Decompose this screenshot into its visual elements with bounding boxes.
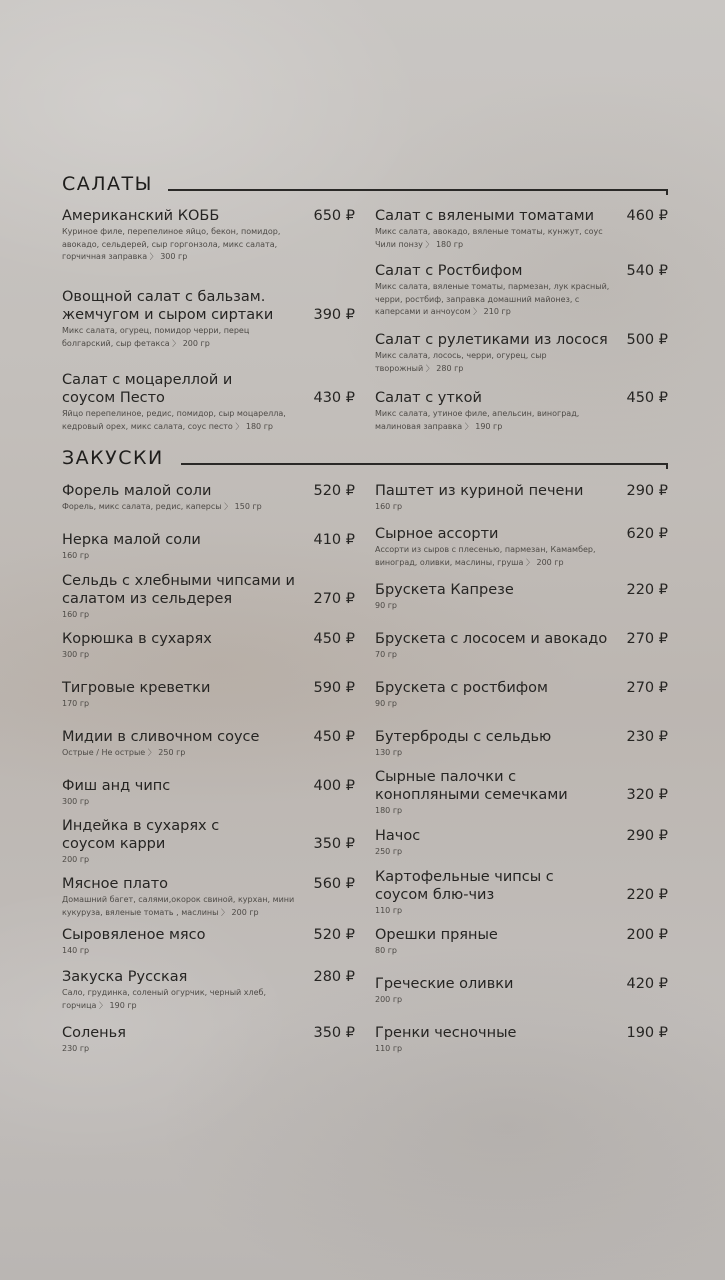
item-price: 540 ₽ bbox=[626, 263, 668, 279]
item-name: Салат с уткой bbox=[375, 390, 482, 406]
item-price: 230 ₽ bbox=[626, 729, 668, 745]
item-name: Начос bbox=[375, 828, 421, 844]
menu-item bbox=[62, 531, 355, 563]
item-name: Салат с моцареллой и соусом Песто bbox=[62, 372, 233, 406]
section-divider bbox=[168, 189, 668, 191]
item-price: 450 ₽ bbox=[313, 631, 355, 647]
item-description: 160 гр bbox=[62, 551, 90, 560]
section-divider-tick bbox=[666, 463, 668, 469]
item-price: 520 ₽ bbox=[313, 927, 355, 943]
item-name: Соленья bbox=[62, 1025, 126, 1041]
menu-item bbox=[375, 482, 668, 514]
item-description: Острые / Не острые 〉 250 гр bbox=[62, 748, 186, 757]
item-description: 140 гр bbox=[62, 946, 90, 955]
item-name: Американский КОББ bbox=[62, 208, 220, 224]
menu-item bbox=[375, 728, 668, 760]
menu-item bbox=[62, 777, 355, 809]
item-name: Брускета Капрезе bbox=[375, 582, 514, 598]
item-price: 200 ₽ bbox=[626, 927, 668, 943]
section-divider bbox=[181, 463, 668, 465]
item-name: Гренки чесночные bbox=[375, 1025, 517, 1041]
item-name: Брускета с ростбифом bbox=[375, 680, 548, 696]
item-name: Салат с Ростбифом bbox=[375, 263, 523, 279]
menu-item bbox=[62, 875, 355, 919]
menu-item bbox=[375, 331, 668, 375]
item-description: 90 гр bbox=[375, 699, 398, 708]
menu-item bbox=[62, 482, 355, 514]
item-price: 270 ₽ bbox=[313, 591, 355, 607]
menu-item bbox=[375, 926, 668, 958]
item-description: Микс салата, лосось, черри, огурец, сыр творожный 〉 280 гр bbox=[375, 351, 547, 373]
item-price: 410 ₽ bbox=[313, 532, 355, 548]
item-price: 520 ₽ bbox=[313, 483, 355, 499]
item-description: 110 гр bbox=[375, 1044, 403, 1053]
item-description: Куриное филе, перепелиное яйцо, бекон, помидор, авокадо, сельдерей, сыр горгонзола, микс салата, горчичная заправка 〉 300 гр bbox=[62, 227, 281, 261]
item-description: 230 гр bbox=[62, 1044, 90, 1053]
menu-item bbox=[375, 679, 668, 711]
menu-item bbox=[62, 968, 355, 1012]
menu-item bbox=[62, 679, 355, 711]
item-name: Греческие оливки bbox=[375, 976, 514, 992]
item-price: 290 ₽ bbox=[626, 828, 668, 844]
item-price: 450 ₽ bbox=[626, 390, 668, 406]
item-name: Салат с вялеными томатами bbox=[375, 208, 594, 224]
item-price: 590 ₽ bbox=[313, 680, 355, 696]
menu-item bbox=[375, 868, 668, 918]
menu-item bbox=[62, 630, 355, 662]
item-price: 650 ₽ bbox=[313, 208, 355, 224]
item-description: Форель, микс салата, редис, каперсы 〉 150 гр bbox=[62, 502, 262, 511]
menu-item bbox=[375, 1024, 668, 1056]
item-description: Яйцо перепелиное, редис, помидор, сыр моцарелла, кедровый орех, микс салата, соус песто 〉 180 гр bbox=[62, 409, 286, 431]
item-description: 90 гр bbox=[375, 601, 398, 610]
item-name: Корюшка в сухарях bbox=[62, 631, 212, 647]
item-price: 500 ₽ bbox=[626, 332, 668, 348]
item-description: 200 гр bbox=[62, 855, 90, 864]
menu-item bbox=[375, 630, 668, 662]
item-description: Домашний багет, салями,окорок свиной, курхан, мини кукуруза, вяленые томать , маслины 〉 200 гр bbox=[62, 895, 295, 917]
menu-item bbox=[62, 926, 355, 958]
item-name: Сырное ассорти bbox=[375, 526, 499, 542]
menu-item bbox=[375, 827, 668, 859]
item-description: 180 гр bbox=[375, 806, 403, 815]
section-divider-tick bbox=[666, 189, 668, 195]
menu-item bbox=[375, 768, 668, 818]
item-price: 270 ₽ bbox=[626, 631, 668, 647]
item-name: Сыровяленое мясо bbox=[62, 927, 206, 943]
item-price: 390 ₽ bbox=[313, 307, 355, 323]
section-title: САЛАТЫ bbox=[62, 173, 153, 195]
item-price: 290 ₽ bbox=[626, 483, 668, 499]
item-description: 160 гр bbox=[62, 610, 90, 619]
item-name: Мясное плато bbox=[62, 876, 169, 892]
menu-item bbox=[62, 728, 355, 760]
item-price: 420 ₽ bbox=[626, 976, 668, 992]
item-description: 80 гр bbox=[375, 946, 398, 955]
item-description: 70 гр bbox=[375, 650, 398, 659]
item-price: 560 ₽ bbox=[313, 876, 355, 892]
menu-item bbox=[375, 262, 668, 319]
item-price: 400 ₽ bbox=[313, 778, 355, 794]
item-price: 270 ₽ bbox=[626, 680, 668, 696]
item-price: 280 ₽ bbox=[313, 969, 355, 985]
item-name: Тигровые креветки bbox=[62, 680, 211, 696]
item-description: Микс салата, вяленые томаты, пармезан, лук красный, черри, ростбиф, заправка домашний майонез, с каперсами и анчоусом 〉 210 гр bbox=[375, 282, 610, 316]
item-description: 300 гр bbox=[62, 797, 90, 806]
item-name: Нерка малой соли bbox=[62, 532, 201, 548]
item-description: 300 гр bbox=[62, 650, 90, 659]
item-description: Ассорти из сыров с плесенью, пармезан, Камамбер, виноград, оливки, маслины, груша 〉 200 гр bbox=[375, 545, 596, 567]
item-description: Микс салата, авокадо, вяленые томаты, кунжут, соус Чили понзу 〉 180 гр bbox=[375, 227, 603, 249]
item-name: Фиш анд чипс bbox=[62, 778, 171, 794]
item-price: 350 ₽ bbox=[313, 1025, 355, 1041]
item-price: 220 ₽ bbox=[626, 582, 668, 598]
item-price: 320 ₽ bbox=[626, 787, 668, 803]
item-price: 430 ₽ bbox=[313, 390, 355, 406]
menu-item bbox=[375, 975, 668, 1007]
section-title: ЗАКУСКИ bbox=[62, 447, 164, 469]
menu-item bbox=[375, 207, 668, 251]
item-description: Микс салата, огурец, помидор черри, перец болгарский, сыр фетакса 〉 200 гр bbox=[62, 326, 250, 348]
item-name: Мидии в сливочном соусе bbox=[62, 729, 260, 745]
item-name: Форель малой соли bbox=[62, 483, 212, 499]
menu-item bbox=[375, 525, 668, 569]
item-description: 200 гр bbox=[375, 995, 403, 1004]
item-description: 160 гр bbox=[375, 502, 403, 511]
item-name: Овощной салат с бальзам. жемчугом и сыром сиртаки bbox=[62, 289, 274, 323]
menu-item bbox=[62, 817, 355, 867]
item-name: Брускета с лососем и авокадо bbox=[375, 631, 608, 647]
menu-item bbox=[62, 288, 355, 350]
item-description: 250 гр bbox=[375, 847, 403, 856]
item-description: Сало, грудинка, соленый огурчик, черный хлеб, горчица 〉 190 гр bbox=[62, 988, 267, 1010]
item-price: 190 ₽ bbox=[626, 1025, 668, 1041]
item-description: 110 гр bbox=[375, 906, 403, 915]
item-name: Картофельные чипсы с соусом блю-чиз bbox=[375, 869, 554, 903]
item-price: 450 ₽ bbox=[313, 729, 355, 745]
menu-item bbox=[62, 1024, 355, 1056]
item-price: 350 ₽ bbox=[313, 836, 355, 852]
snacks-section-header bbox=[62, 446, 668, 470]
menu-item bbox=[62, 371, 355, 433]
salads-section-header bbox=[62, 172, 668, 196]
item-price: 220 ₽ bbox=[626, 887, 668, 903]
item-price: 460 ₽ bbox=[626, 208, 668, 224]
item-name: Сырные палочки с конопляными семечками bbox=[375, 769, 568, 803]
item-description: 130 гр bbox=[375, 748, 403, 757]
item-name: Сельдь с хлебными чипсами и салатом из сельдерея bbox=[62, 573, 295, 607]
item-description: 170 гр bbox=[62, 699, 90, 708]
menu-item bbox=[375, 389, 668, 433]
item-name: Закуска Русская bbox=[62, 969, 188, 985]
item-description: Микс салата, утиное филе, апельсин, виноград, малиновая заправка 〉 190 гр bbox=[375, 409, 580, 431]
item-name: Бутерброды с сельдью bbox=[375, 729, 552, 745]
item-name: Салат с рулетиками из лосося bbox=[375, 332, 608, 348]
menu-item bbox=[62, 207, 355, 264]
menu-item bbox=[62, 572, 355, 622]
item-name: Индейка в сухарях с соусом карри bbox=[62, 818, 220, 852]
menu-item bbox=[375, 581, 668, 613]
item-name: Паштет из куриной печени bbox=[375, 483, 584, 499]
item-name: Орешки пряные bbox=[375, 927, 498, 943]
item-price: 620 ₽ bbox=[626, 526, 668, 542]
